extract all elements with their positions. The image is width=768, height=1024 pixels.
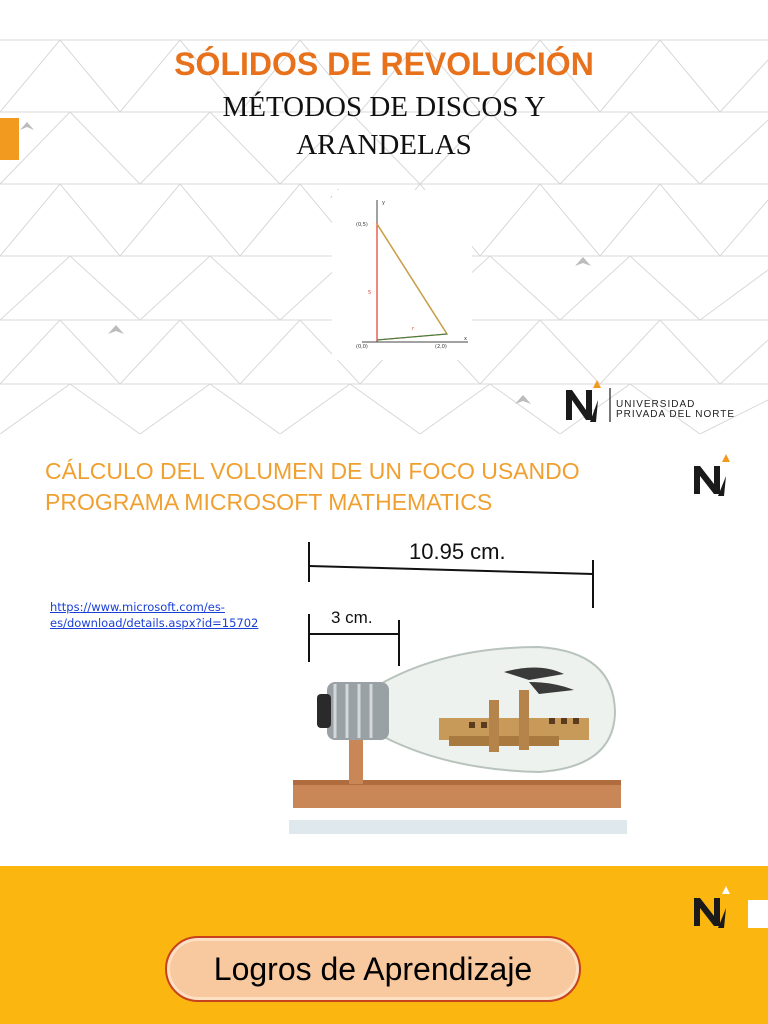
upn-logo-icon (690, 450, 736, 498)
orange-accent-tab (0, 118, 19, 160)
slide-logros (0, 866, 768, 1024)
link-line-2: es/download/details.aspx?id=15702 (50, 616, 259, 630)
triangle-hypotenuse (377, 224, 447, 334)
link-line-1: https://www.microsoft.com/es- (50, 600, 225, 614)
lightbulb-photo (289, 522, 627, 834)
x-axis-label: x (464, 336, 467, 342)
x-point-label: (2,0) (435, 344, 447, 350)
white-side-tab (748, 900, 768, 928)
slide-heading-line-2: PROGRAMA MICROSOFT MATHEMATICS (45, 489, 493, 515)
hypotenuse-label: r (412, 326, 415, 332)
bulb-length-label: 10.95 cm. (409, 539, 506, 564)
subtitle-line-2: ARANDELAS (296, 129, 472, 161)
slide-subtitle (150, 88, 618, 164)
slide-bulb-volume (0, 434, 768, 866)
photo-bottom-strip (289, 820, 627, 834)
logros-button[interactable] (165, 936, 581, 1002)
logros-button-label: Logros de Aprendizaje (213, 950, 533, 987)
slide-title (0, 0, 768, 434)
microsoft-download-link[interactable] (50, 599, 280, 631)
university-name-line-2: PRIVADA DEL NORTE (616, 409, 736, 420)
y-axis-label: y (382, 200, 385, 206)
slide-heading-line-1: CÁLCULO DEL VOLUMEN DE UN FOCO USANDO (45, 458, 580, 484)
triangle-graph-svg (332, 190, 472, 360)
university-name-line-1: UNIVERSIDAD (616, 399, 696, 410)
triangle-graph (332, 190, 472, 360)
slide-title-heading: SÓLIDOS DE REVOLUCIÓN (174, 46, 594, 82)
slide-heading (45, 456, 665, 518)
bulb-base-width-label: 3 cm. (331, 608, 373, 627)
upn-logo-icon (690, 882, 736, 930)
university-name (616, 400, 735, 420)
origin-label: (0,0) (356, 344, 368, 350)
triangle-base-line (377, 334, 447, 340)
lightbulb-illustration (289, 522, 627, 834)
top-point-label: (0,5) (356, 222, 368, 228)
side-label: 5 (368, 290, 372, 296)
subtitle-line-1: MÉTODOS DE DISCOS Y (222, 91, 546, 123)
